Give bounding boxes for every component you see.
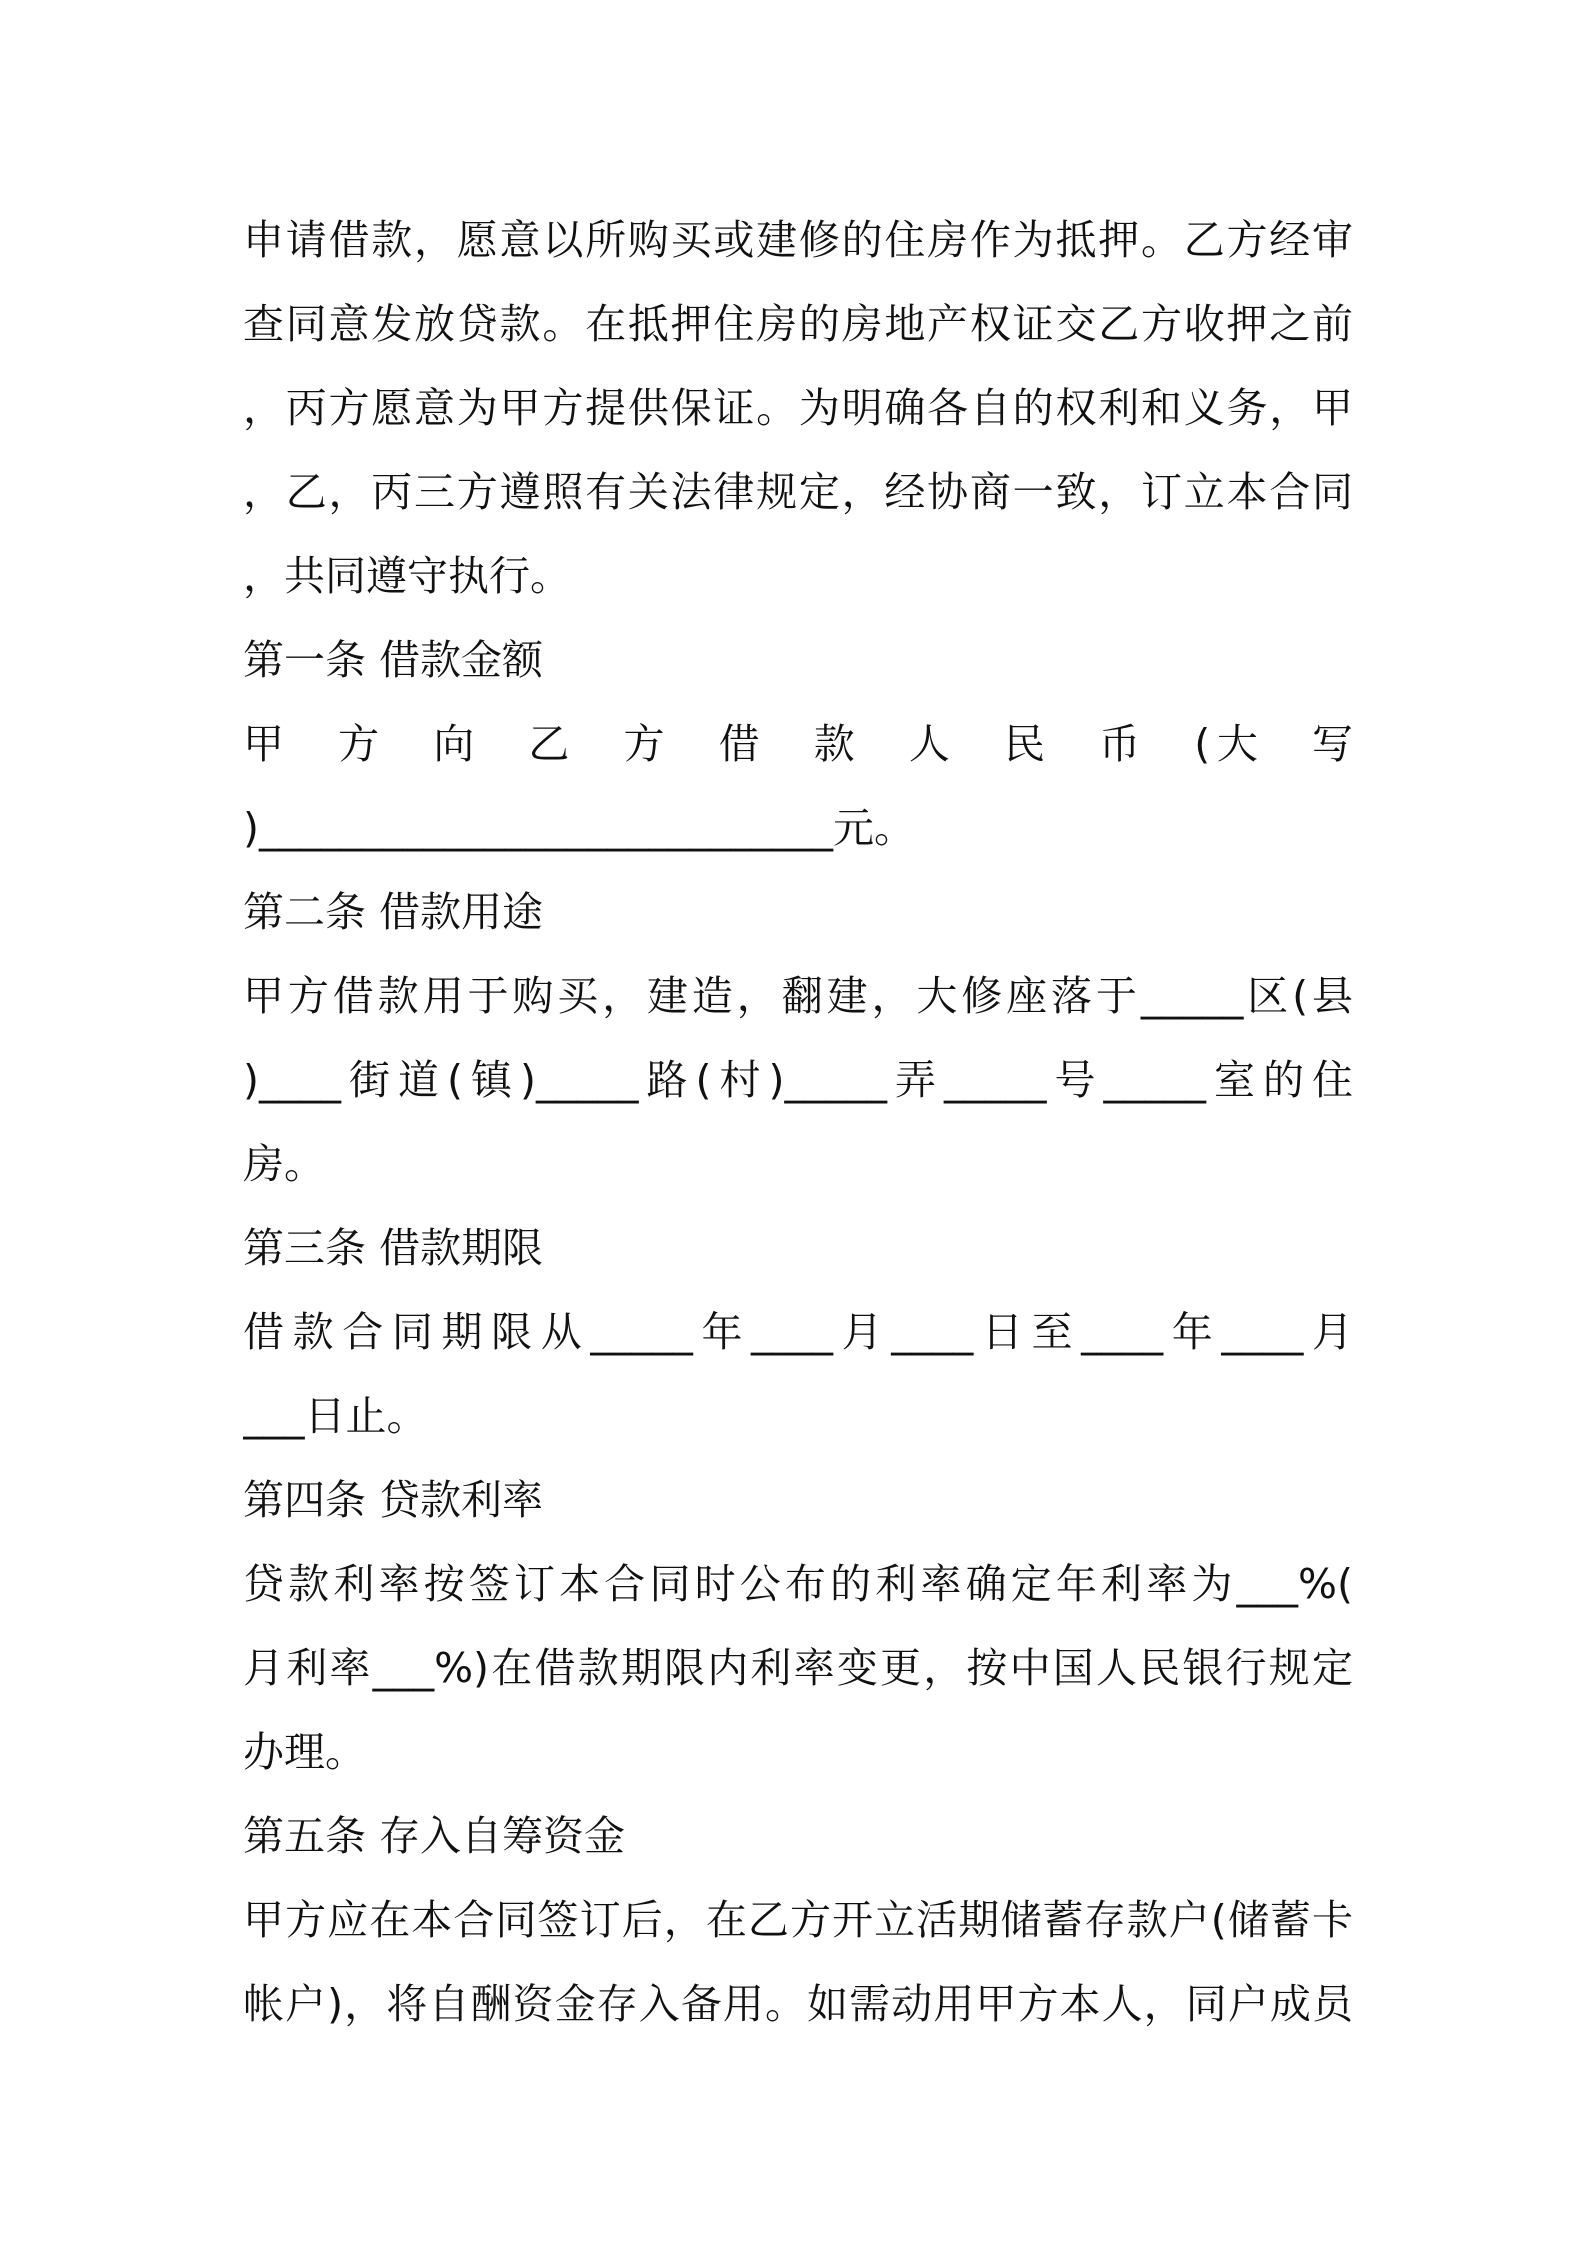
paragraph-line: 房。 <box>243 1140 325 1188</box>
contract-text <box>243 198 1353 2046</box>
paragraph-line: )____街道(镇)_____路(村)_____弄_____号_____室的住 <box>243 1056 1353 1104</box>
paragraph-line: 借款合同期限从_____年____月____日至____年____月 <box>243 1308 1353 1356</box>
article-2-heading: 第二条 借款用途 <box>243 888 544 936</box>
paragraph-line: )____________________________元。 <box>243 804 915 852</box>
paragraph-line: ，丙方愿意为甲方提供保证。为明确各自的权利和义务，甲 <box>243 384 1353 432</box>
article-5-heading: 第五条 存入自筹资金 <box>243 1812 626 1860</box>
paragraph-line: 甲 方 向 乙 方 借 款 人 民 币 (大 写 <box>243 720 1353 768</box>
paragraph-line: 办理。 <box>243 1728 366 1776</box>
article-1-heading: 第一条 借款金额 <box>243 636 544 684</box>
article-3-heading: 第三条 借款期限 <box>243 1224 544 1272</box>
paragraph-line: 甲方应在本合同签订后，在乙方开立活期储蓄存款户(储蓄卡 <box>243 1896 1353 1944</box>
paragraph-line: 帐户)，将自酬资金存入备用。如需动用甲方本人，同户成员 <box>243 1980 1353 2028</box>
paragraph-line: 贷款利率按签订本合同时公布的利率确定年利率为___%( <box>243 1560 1353 1608</box>
paragraph-line: ___日止。 <box>243 1392 428 1440</box>
paragraph-line: 申请借款，愿意以所购买或建修的住房作为抵押。乙方经审 <box>243 216 1353 264</box>
paragraph-line: 甲方借款用于购买，建造，翻建，大修座落于_____区(县 <box>243 972 1353 1020</box>
article-4-heading: 第四条 贷款利率 <box>243 1476 544 1524</box>
paragraph-line: 查同意发放贷款。在抵押住房的房地产权证交乙方收押之前 <box>243 300 1353 348</box>
paragraph-line: ，乙，丙三方遵照有关法律规定，经协商一致，订立本合同 <box>243 468 1353 516</box>
paragraph-line: ，共同遵守执行。 <box>243 552 571 600</box>
paragraph-line: 月利率___%)在借款期限内利率变更，按中国人民银行规定 <box>243 1644 1353 1692</box>
